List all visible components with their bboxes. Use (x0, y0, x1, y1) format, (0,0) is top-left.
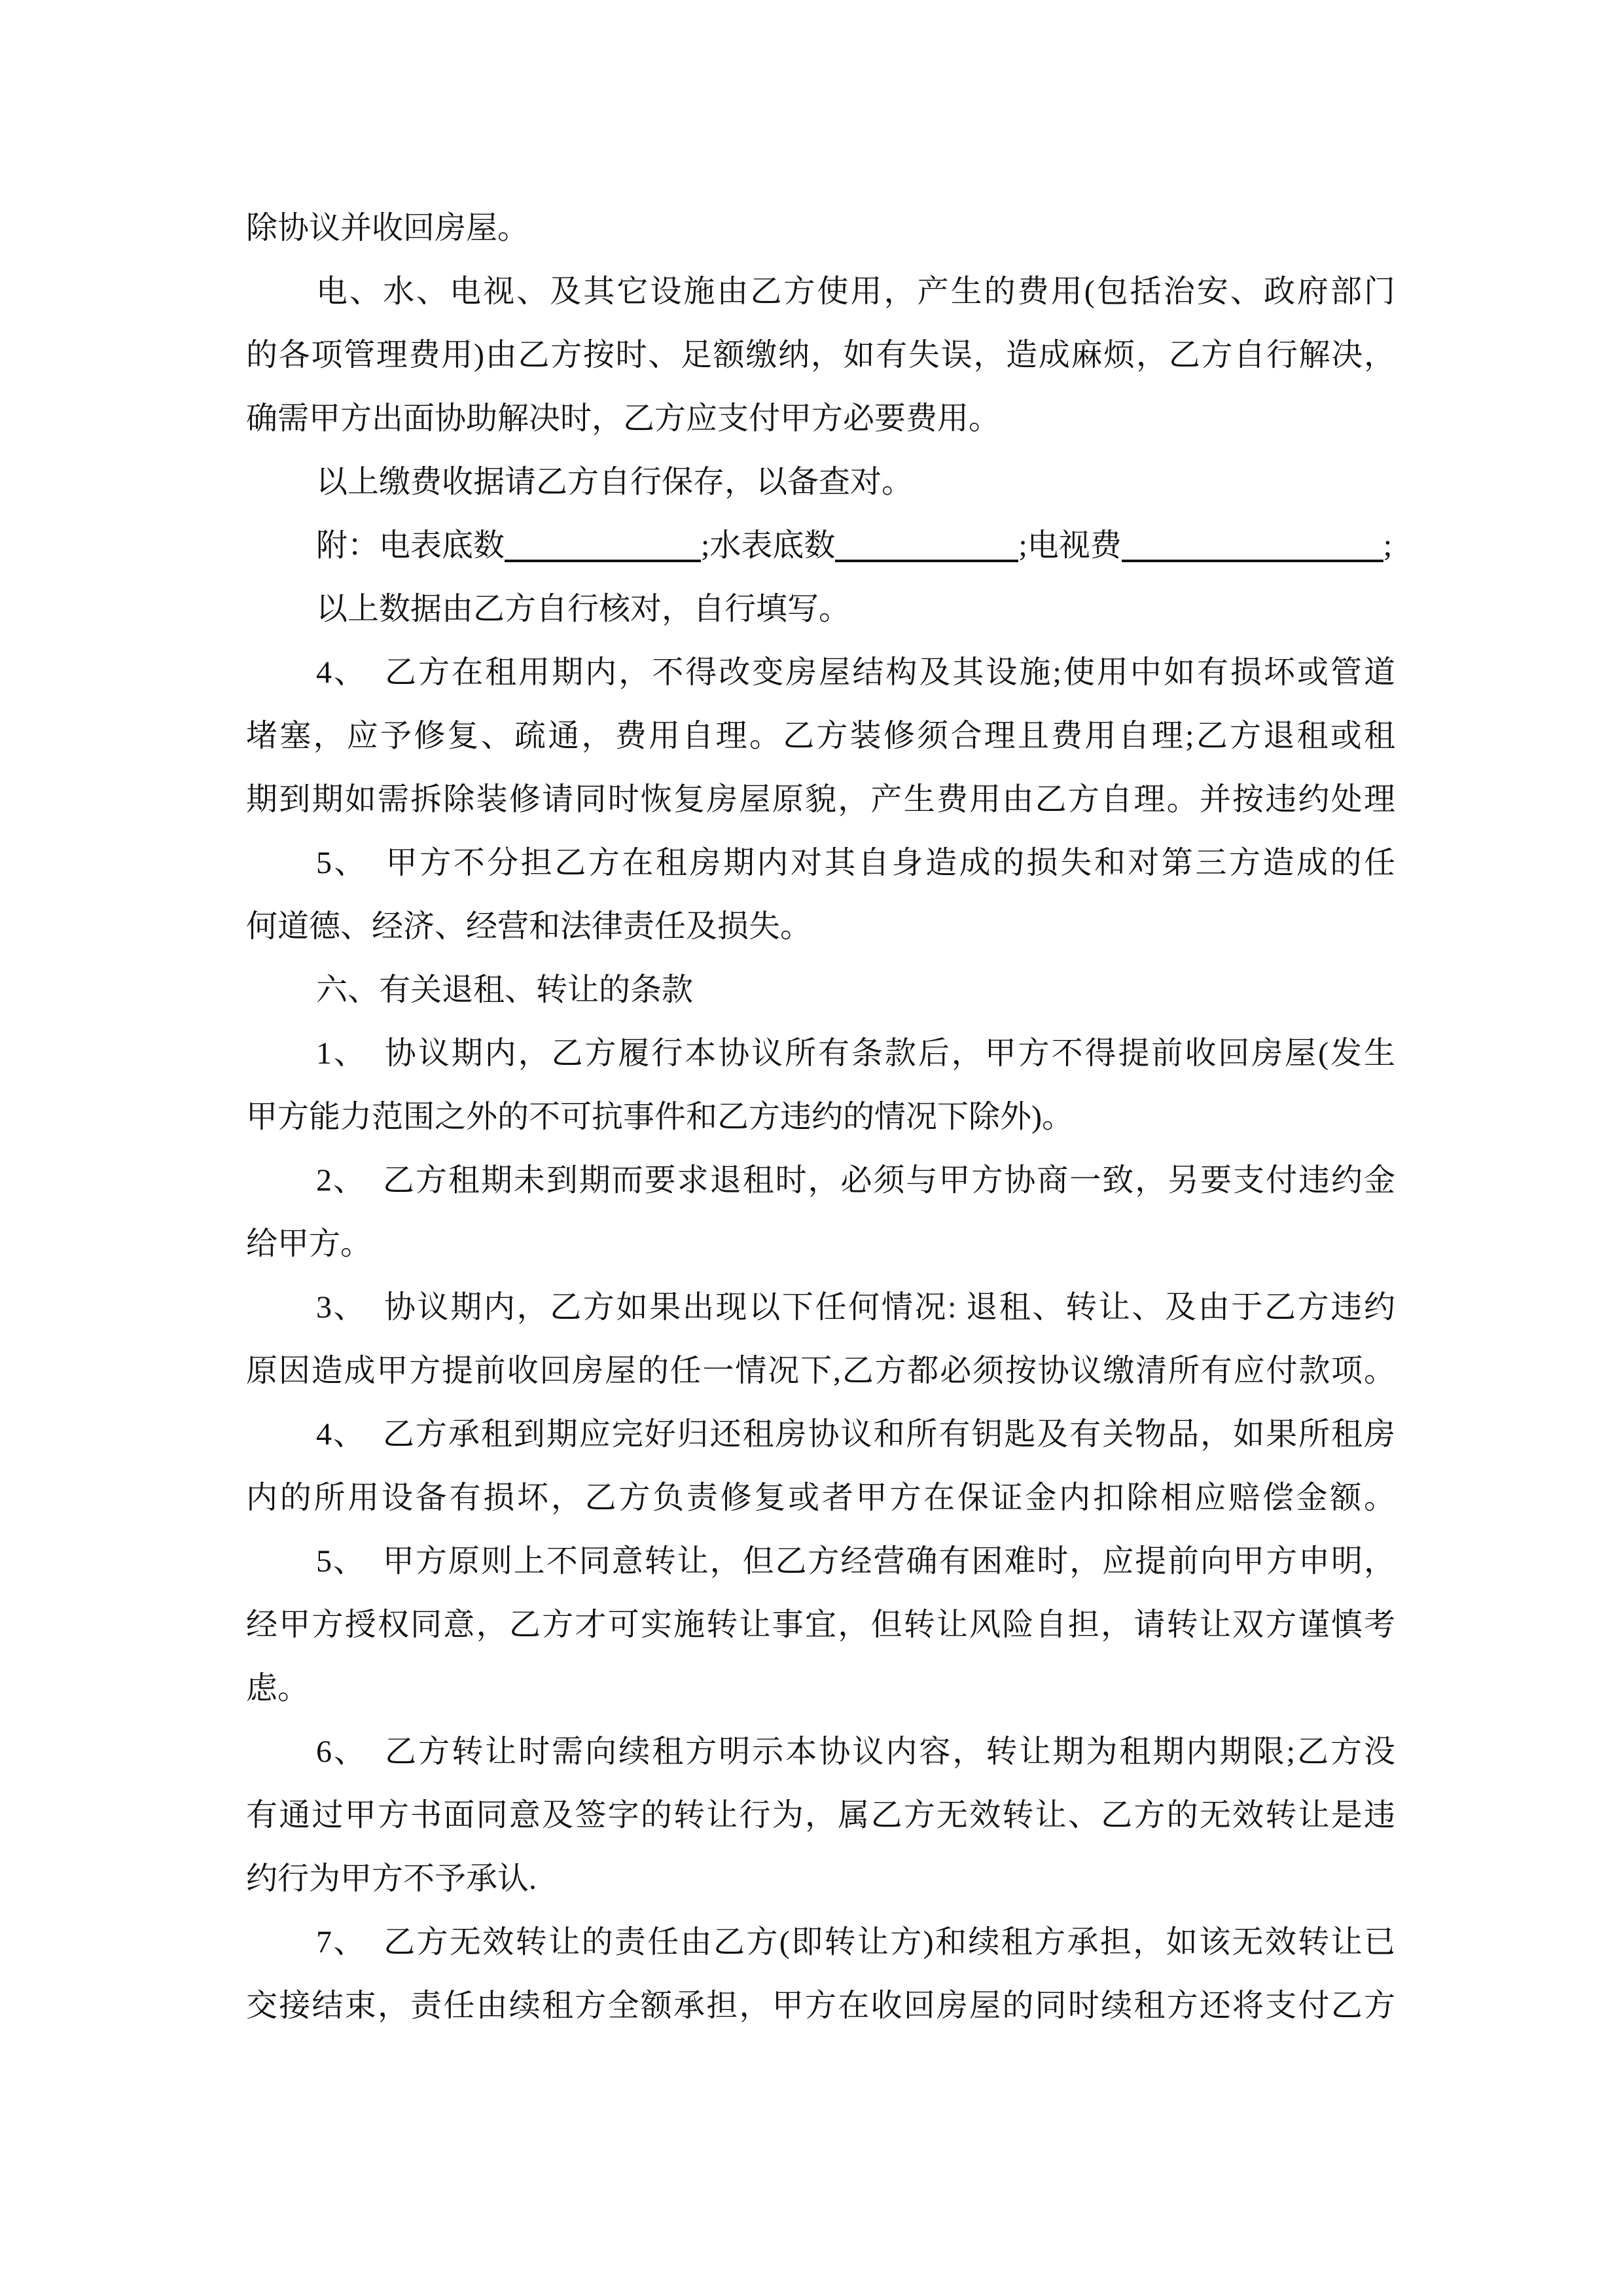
contract-line: 2、 乙方租期未到期而要求退租时，必须与甲方协商一致，另要支付违约金 (316, 1163, 1395, 1198)
contract-line: 给甲方。 (246, 1227, 372, 1261)
contract-line: 虑。 (246, 1671, 310, 1706)
contract-text (246, 196, 1395, 2037)
fill-in-label: ;水表底数 (701, 528, 836, 563)
contract-line: 六、有关退租、转让的条款 (316, 973, 694, 1007)
contract-line: 经甲方授权同意，乙方才可实施转让事宜，但转让风险自担，请转让双方谨慎考 (246, 1607, 1395, 1642)
contract-line: 4、 乙方在租用期内，不得改变房屋结构及其设施;使用中如有损坏或管道 (316, 655, 1395, 690)
contract-line: 堵塞，应予修复、疏通，费用自理。乙方装修须合理且费用自理;乙方退租或租 (246, 719, 1395, 753)
contract-line: 有通过甲方书面同意及签字的转让行为，属乙方无效转让、乙方的无效转让是违 (246, 1798, 1395, 1833)
contract-line: 的各项管理费用)由乙方按时、足额缴纳，如有失误，造成麻烦，乙方自行解决， (246, 338, 1395, 372)
contract-line: 内的所用设备有损坏，乙方负责修复或者甲方在保证金内扣除相应赔偿金额。 (246, 1480, 1395, 1515)
fill-in-label: ;电视费 (1018, 528, 1122, 563)
contract-line: 以上缴费收据请乙方自行保存，以备查对。 (316, 465, 914, 499)
fill-in-label: ; (1383, 528, 1393, 563)
contract-line: 3、 协议期内，乙方如果出现以下任何情况: 退租、转让、及由于乙方违约 (316, 1290, 1395, 1325)
contract-line: 5、 甲方不分担乙方在租房期内对其自身造成的损失和对第三方造成的任 (316, 846, 1395, 880)
contract-line: 4、 乙方承租到期应完好归还租房协议和所有钥匙及有关物品，如果所租房 (316, 1417, 1395, 1452)
contract-line: 1、 协议期内，乙方履行本协议所有条款后，甲方不得提前收回房屋(发生 (316, 1036, 1395, 1071)
fill-in-blank (505, 553, 701, 562)
contract-line: 6、 乙方转让时需向续租方明示本协议内容，转让期为租期内期限;乙方没 (316, 1734, 1395, 1769)
contract-line: 电、水、电视、及其它设施由乙方使用，产生的费用(包括治安、政府部门 (316, 274, 1395, 309)
fill-in-label: 附：电表底数 (316, 528, 505, 563)
contract-line: 约行为甲方不予承认. (246, 1861, 537, 1896)
contract-line: 5、 甲方原则上不同意转让，但乙方经营确有困难时，应提前向甲方申明， (316, 1544, 1395, 1579)
contract-line: 以上数据由乙方自行核对，自行填写。 (316, 592, 851, 626)
contract-line: 除协议并收回房屋。 (246, 211, 529, 245)
contract-line: 甲方能力范围之外的不可抗事件和乙方违约的情况下除外)。 (246, 1100, 1073, 1134)
contract-line: 期到期如需拆除装修请同时恢复房屋原貌，产生费用由乙方自理。并按违约处理 (246, 782, 1395, 817)
contract-line: 原因造成甲方提前收回房屋的任一情况下,乙方都必须按协议缴清所有应付款项。 (246, 1354, 1395, 1388)
contract-fill-in-line (246, 514, 1395, 577)
fill-in-blank (1122, 553, 1383, 562)
contract-line: 确需甲方出面协助解决时，乙方应支付甲方必要费用。 (246, 401, 1001, 436)
contract-line: 何道德、经济、经营和法律责任及损失。 (246, 909, 812, 944)
fill-in-blank (835, 553, 1018, 562)
contract-line: 7、 乙方无效转让的责任由乙方(即转让方)和续租方承担，如该无效转让已 (316, 1925, 1395, 1960)
contract-line: 交接结束，责任由续租方全额承担，甲方在收回房屋的同时续租方还将支付乙方 (246, 1988, 1395, 2023)
